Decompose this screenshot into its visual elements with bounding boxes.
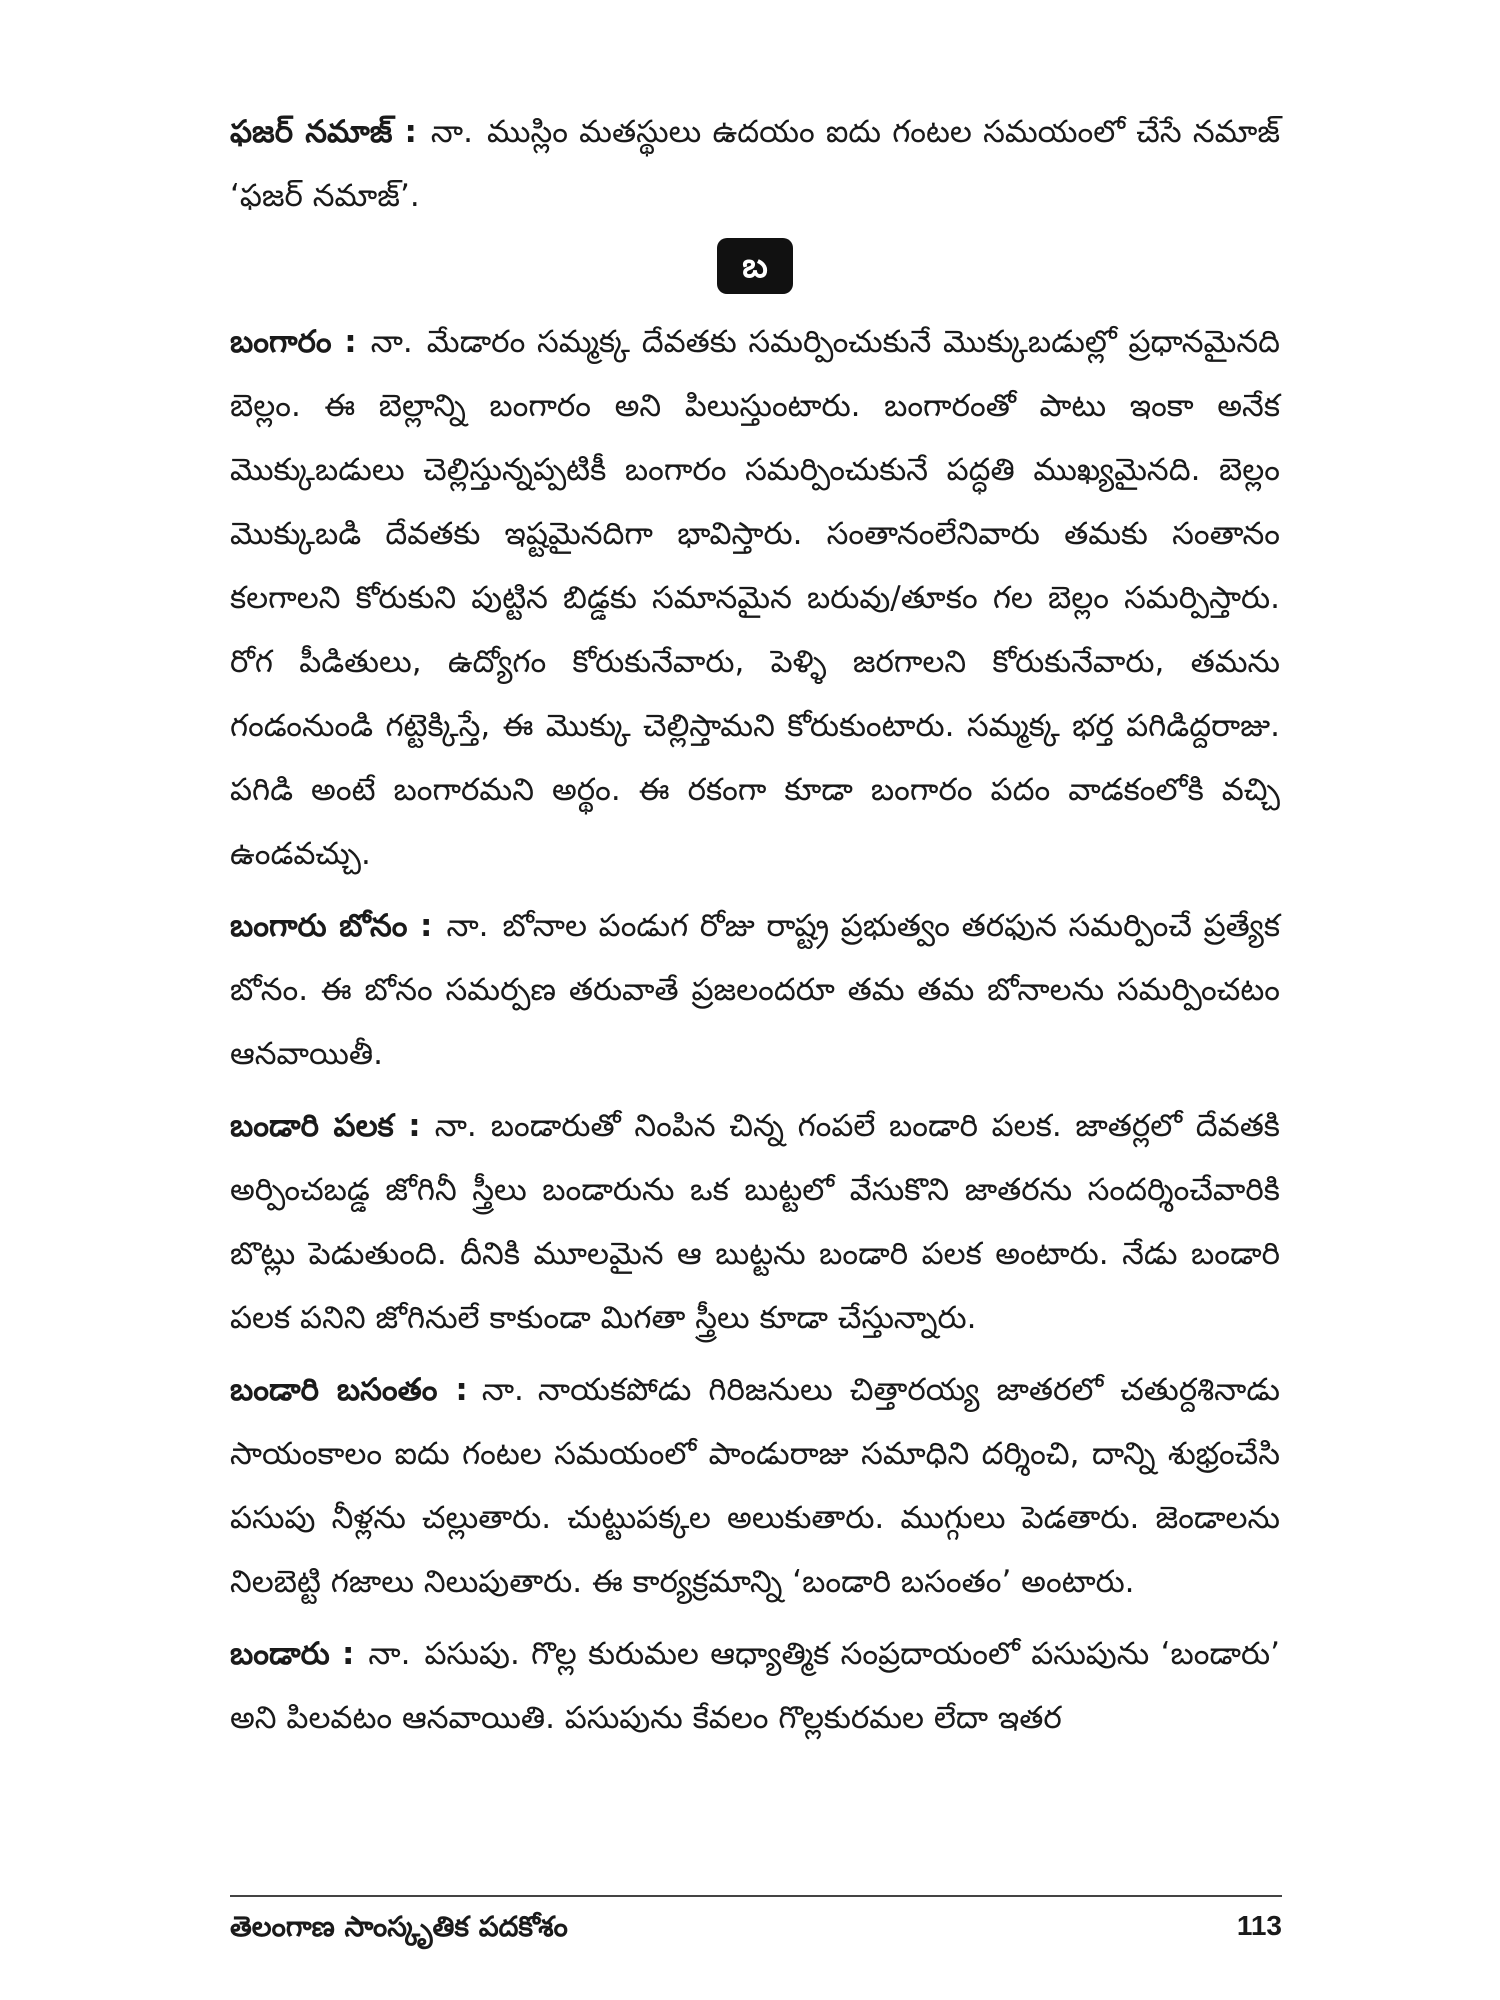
entry-definition: మేడారం సమ్మక్క దేవతకు సమర్పించుకునే మొక్కుబడుల్లో ప్రధానమైనది బెల్లం. ఈ బెల్లాన్ని బంగారం అని పిలుస్తుంటారు. బంగారంతో పాటు ఇంకా అనేక మొక్కుబడులు చెల్లిస్తున్నప్పటికీ బంగారం సమర్పించుకునే పద్ధతి ముఖ్యమైనది. బెల్లం మొక్కుబడి దేవతకు ఇష్టమైనదిగా భావిస్తారు. సంతానంలేనివారు తమకు సంతానం కలగాలని కోరుకుని పుట్టిన బిడ్డకు సమానమైన బరువు/తూకం గల బెల్లం సమర్పిస్తారు. రోగ పీడితులు, ఉద్యోగం కోరుకునేవారు, పెళ్ళి జరగాలని కోరుకునేవారు, తమను గండంనుండి గట్టెక్కిస్తే, ఈ మొక్కు చెల్లిస్తామని కోరుకుంటారు. సమ్మక్క భర్త పగిడిద్దరాజు. పగిడి అంటే బంగారమని అర్థం. ఈ రకంగా కూడా బంగారం పదం వాడకంలోకి వచ్చి ఉండవచ్చు. [230,324,1280,872]
book-title: తెలంగాణ సాంస్కృతిక పదకోశం [230,1910,568,1943]
page-footer [230,1910,1282,1954]
entry-bandaru [230,1622,1280,1750]
entry-fajar-namaz [230,100,1280,228]
entry-term: బండారి పలక : [230,1108,421,1144]
section-letter-badge: బ [717,238,793,294]
dictionary-page [230,100,1280,1960]
entry-definition: నాయకపోడు గిరిజనులు చిత్తారయ్య జాతరలో చతుర్దశినాడు సాయంకాలం ఐదు గంటల సమయంలో పాండురాజు సమాధిని దర్శించి, దాన్ని శుభ్రంచేసి పసుపు నీళ్లను చల్లుతారు. చుట్టుపక్కల అలుకుతారు. ముగ్గులు పెడతారు. జెండాలను నిలబెట్టి గజాలు నిలుపుతారు. ఈ కార్యక్రమాన్ని ‘బండారి బసంతం’ అంటారు. [230,1372,1280,1600]
entry-abbr: నా. [430,114,473,150]
entry-term: ఫజర్ నమాజ్ : [230,114,417,150]
entry-abbr: నా. [368,1636,411,1672]
entry-bangaram [230,310,1280,886]
entry-bangaru-bonam [230,894,1280,1086]
entry-definition: బోనాల పండుగ రోజు రాష్ట్ర ప్రభుత్వం తరఫున సమర్పించే ప్రత్యేక బోనం. ఈ బోనం సమర్పణ తరువాతే ప్రజలందరూ తమ తమ బోనాలను సమర్పించటం ఆనవాయితీ. [230,908,1280,1072]
entry-term: బంగారు బోనం : [230,908,433,944]
entry-abbr: నా. [370,324,413,360]
entry-bandari-basantham [230,1358,1280,1614]
entry-definition: బండారుతో నింపిన చిన్న గంపలే బండారి పలక. జాతర్లలో దేవతకి అర్పించబడ్డ జోగినీ స్త్రీలు బండారును ఒక బుట్టలో వేసుకొని జాతరను సందర్శించేవారికి బొట్లు పెడుతుంది. దీనికి మూలమైన ఆ బుట్టను బండారి పలక అంటారు. నేడు బండారి పలక పనిని జోగినులే కాకుండా మిగతా స్త్రీలు కూడా చేస్తున్నారు. [230,1108,1280,1336]
entry-bandari-palaka [230,1094,1280,1350]
entry-term: బంగారం : [230,324,357,360]
entry-term: బండారి బసంతం : [230,1372,468,1408]
footer-divider [230,1895,1282,1897]
entry-term: బండారు : [230,1636,355,1672]
entry-abbr: నా. [481,1372,524,1408]
page-number: 113 [1236,1910,1282,1941]
entry-abbr: నా. [446,908,489,944]
entry-definition: ముస్లిం మతస్థులు ఉదయం ఐదు గంటల సమయంలో చేసే నమాజ్ ‘ఫజర్ నమాజ్’. [230,114,1280,214]
entry-abbr: నా. [434,1108,477,1144]
entry-definition: పసుపు. గొల్ల కురుమల ఆధ్యాత్మిక సంప్రదాయంలో పసుపును ‘బండారు’ అని పిలవటం ఆనవాయితి. పసుపును కేవలం గొల్లకురమల లేదా ఇతర [230,1636,1280,1736]
